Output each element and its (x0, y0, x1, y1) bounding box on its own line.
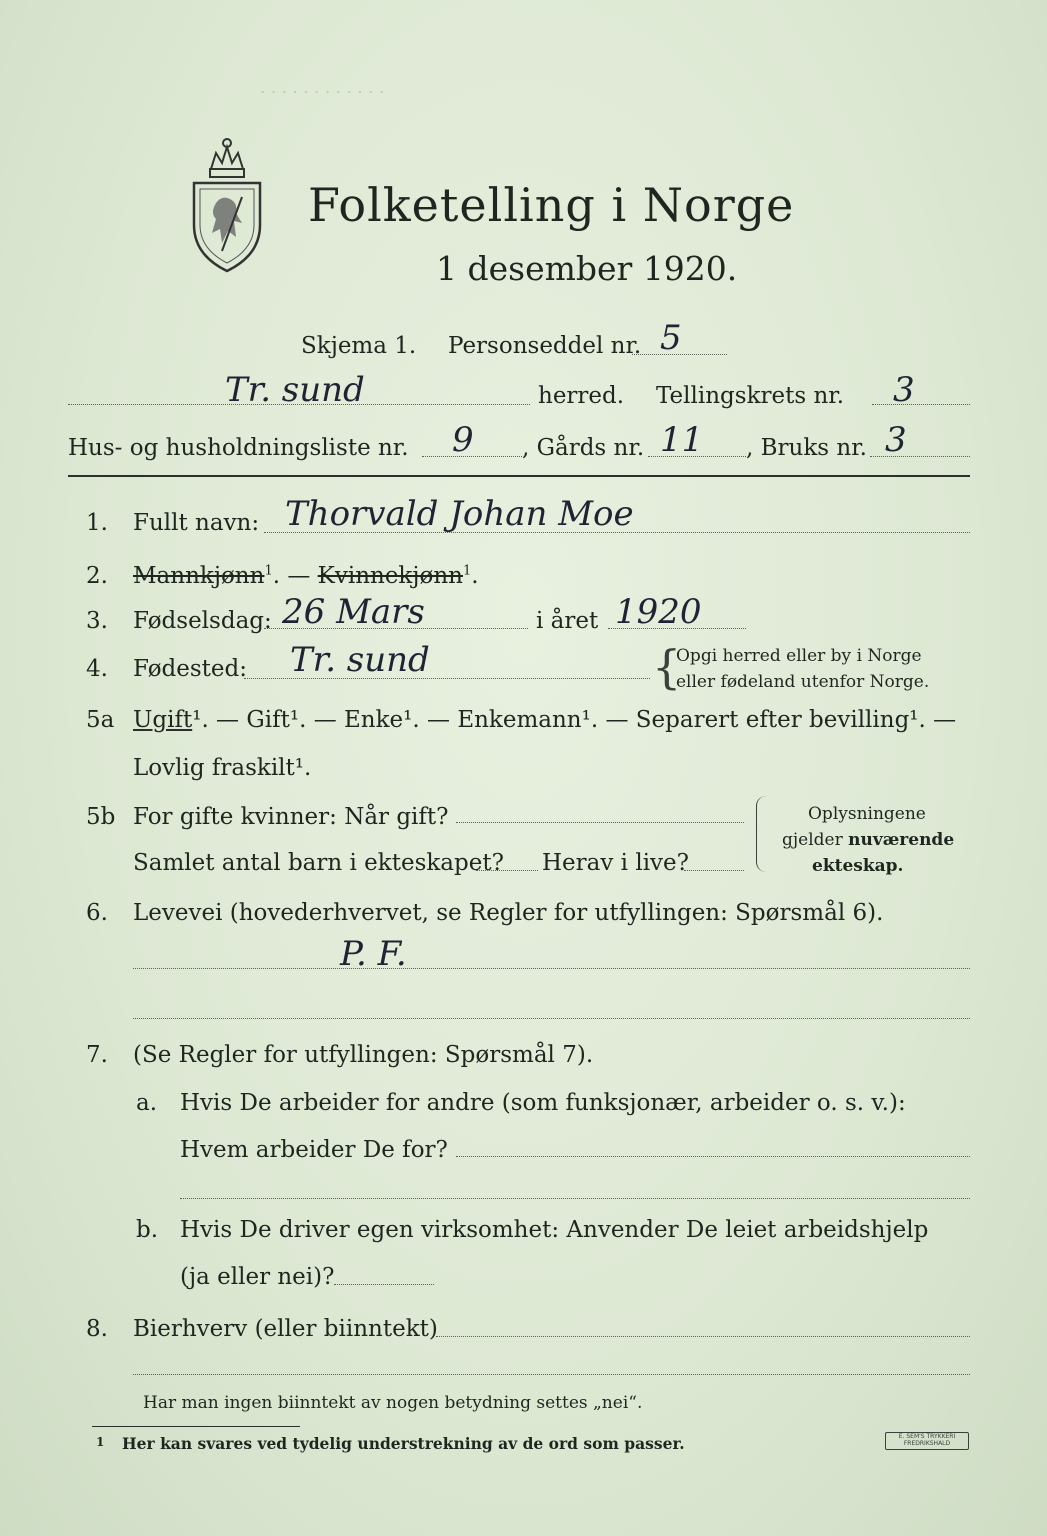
bleed-through-text: . . . . . . . . . . . . (260, 78, 385, 98)
q4-note-line2: eller fødeland utenfor Norge. (676, 672, 930, 692)
personseddel-label: Personseddel nr. (448, 333, 642, 359)
q6-number: 6. (86, 900, 108, 926)
q6-line1 (133, 968, 970, 969)
q5a-options-line1: Ugift¹. — Gift¹. — Enke¹. — Enkemann¹. — Separert efter bevilling¹. — (133, 707, 957, 733)
q2-male-option: Mannkjønn (133, 563, 265, 589)
q7a-employer-line2 (180, 1198, 970, 1199)
footnote-number: 1 (96, 1435, 105, 1449)
q8-line (436, 1336, 970, 1337)
q5b-bracket (756, 796, 771, 872)
q4-note-line1: Opgi herred eller by i Norge (676, 646, 922, 666)
q6-line2 (133, 1018, 970, 1019)
q1-label: Fullt navn: (133, 510, 260, 536)
q2-number: 2. (86, 563, 108, 589)
q5b-children-label: Samlet antal barn i ekteskapet? (133, 850, 504, 876)
q2-sex-options: Mannkjønn$^1$. — Kvinnekjønn$^1$. (133, 563, 479, 589)
q6-label: Levevei (hovederhvervet, se Regler for utfyllingen: Spørsmål 6). (133, 900, 884, 926)
norwegian-coat-of-arms-icon (186, 133, 268, 275)
q5b-number: 5b (86, 804, 116, 830)
q8-line2 (133, 1374, 970, 1375)
q7-label: (Se Regler for utfyllingen: Spørsmål 7). (133, 1042, 594, 1068)
q7b-letter: b. (136, 1217, 159, 1243)
q5a-ugift-option: Ugift (133, 707, 193, 733)
footnote-divider (92, 1426, 300, 1427)
q3-number: 3. (86, 608, 108, 634)
q7a-letter: a. (136, 1090, 158, 1116)
gards-value: 11 (660, 420, 704, 460)
gards-label: , Gårds nr. (522, 435, 645, 461)
personseddel-value: 5 (660, 318, 682, 358)
q4-number: 4. (86, 656, 108, 682)
q4-birthplace-value: Tr. sund (290, 640, 430, 680)
bruks-label: , Bruks nr. (746, 435, 867, 461)
census-date: 1 desember 1920. (436, 249, 738, 288)
tellingskrets-line (872, 404, 970, 405)
q8-number: 8. (86, 1316, 108, 1342)
q3-label: Fødselsdag: (133, 608, 272, 634)
husliste-label: Hus- og husholdningsliste nr. (68, 435, 409, 461)
q5b-line1-label: For gifte kvinner: Når gift? (133, 804, 449, 830)
q1-number: 1. (86, 510, 108, 536)
q5b-married-line (456, 822, 744, 823)
tellingskrets-value: 3 (893, 370, 915, 410)
herred-label: herred. (538, 383, 625, 409)
q7a-line2-label: Hvem arbeider De for? (180, 1137, 448, 1163)
husliste-value: 9 (452, 420, 474, 460)
footnote-text: Her kan svares ved tydelig understrekning av de ord som passer. (122, 1434, 685, 1453)
q4-brace: { (652, 640, 682, 694)
q1-full-name-value: Thorvald Johan Moe (285, 494, 634, 534)
q7a-line1: Hvis De arbeider for andre (som funksjonær, arbeider o. s. v.): (180, 1090, 906, 1116)
q5b-alive-label: Herav i live? (542, 850, 689, 876)
q8-label: Bierhverv (eller biinntekt) (133, 1316, 438, 1342)
q3-year-value: 1920 (615, 592, 702, 632)
q5b-note-line3: ekteskap. (812, 856, 904, 876)
q2-female-option: Kvinnekjønn (317, 563, 463, 589)
q4-label: Fødested: (133, 656, 248, 682)
q5a-number: 5a (86, 707, 115, 733)
q7b-line2-label: (ja eller nei)? (180, 1264, 335, 1290)
q5b-alive-line (684, 870, 744, 871)
biinntekt-note: Har man ingen biinntekt av nogen betydning settes „nei“. (143, 1393, 643, 1413)
q7b-answer-line (334, 1284, 434, 1285)
q5b-note-line2: gjelder nuværende (782, 830, 955, 850)
q5b-note-line1: Oplysningene (808, 804, 926, 824)
header-divider (68, 475, 970, 477)
q5a-options-line2: Lovlig fraskilt¹. (133, 755, 312, 781)
q3-birthday-value: 26 Mars (282, 592, 425, 632)
q3-year-label: i året (536, 608, 599, 634)
herred-value: Tr. sund (225, 370, 365, 410)
form-title: Folketelling i Norge (308, 178, 795, 232)
bruks-value: 3 (885, 420, 907, 460)
printer-stamp: E. SEM'S TRYKKERI FREDRIKSHALD (885, 1432, 969, 1450)
skjema-label: Skjema 1. (301, 333, 417, 359)
tellingskrets-label: Tellingskrets nr. (656, 383, 845, 409)
q7a-employer-line (456, 1156, 970, 1157)
q5b-children-line (476, 870, 538, 871)
q6-occupation-value: P. F. (340, 934, 407, 974)
q7-number: 7. (86, 1042, 108, 1068)
q7b-line1: Hvis De driver egen virksomhet: Anvender De leiet arbeidshjelp (180, 1217, 929, 1243)
